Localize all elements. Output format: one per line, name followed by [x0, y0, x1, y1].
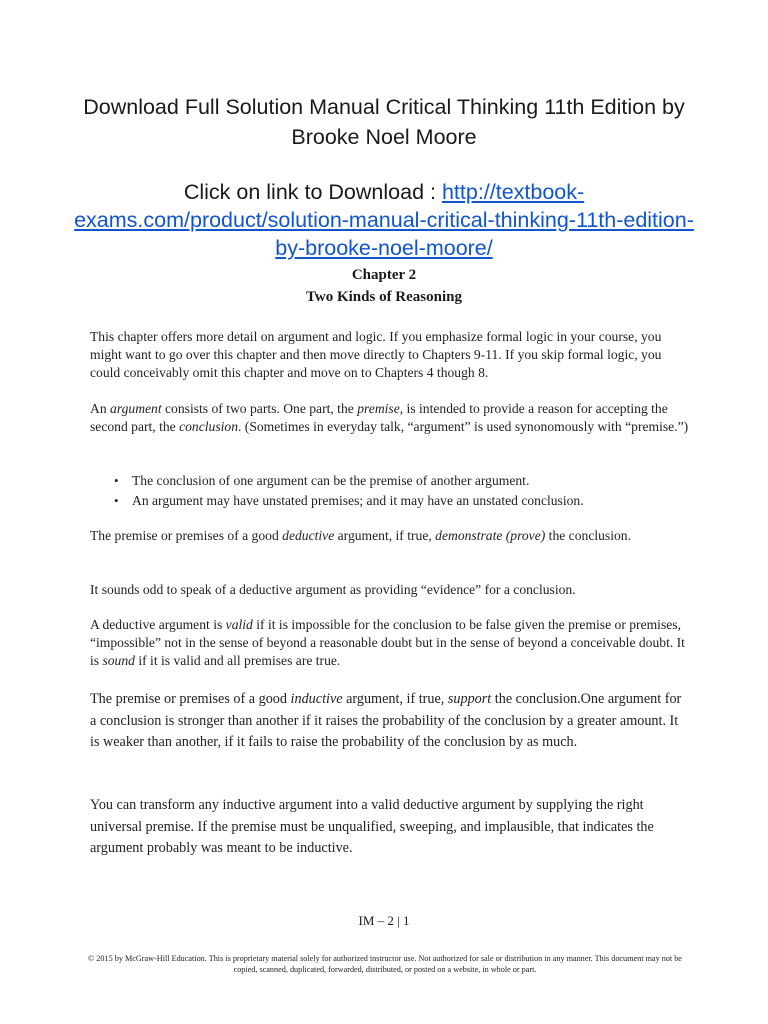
paragraph-transform: You can transform any inductive argument into a valid deductive argument by supplying the right universal premise. If the premise must be unqualified, sweeping, and implausible, that indicates the argument probably was meant to be inductive. — [90, 797, 654, 856]
paragraph-argument: An argument consists of two parts. One part, the premise, is intended to provide a reason for accepting the second part, the conclusion. (Sometimes in everyday talk, “argument” is used synonomously with “premise.”) — [90, 401, 689, 434]
click-to-download-label: Click on link to Download : — [183, 180, 442, 204]
paragraph-valid: A deductive argument is valid if it is impossible for the conclusion to be false given the premise or premises, “impossible” not in the sense of beyond a reasonable doubt but in the sense of beyond a conceivable doubt. It is sound if it is valid and all premises are true. — [90, 617, 685, 668]
list-item: • The conclusion of one argument can be the premise of another argument. — [90, 472, 690, 490]
chapter-heading — [60, 264, 708, 308]
download-title: Download Full Solution Manual Critical Thinking 11th Edition by Brooke Noel Moore — [83, 95, 685, 149]
bullet-list — [90, 472, 690, 512]
download-link-block — [60, 178, 708, 262]
paragraph-deductive: The premise or premises of a good deductive argument, if true, demonstrate (prove) the conclusion. — [90, 528, 631, 543]
page-number: IM – 2 | 1 — [358, 913, 410, 928]
download-link[interactable]: http://textbook-exams.com/product/solution-manual-critical-thinking-11th-edition-by-brooke-noel-moore/ — [74, 180, 694, 260]
list-item: • An argument may have unstated premises; and it may have an unstated conclusion. — [90, 492, 690, 510]
copyright-notice: © 2015 by McGraw-Hill Education. This is proprietary material solely for authorized instructor use. Not authorized for sale or distribution in any manner. This document may not be copied, scanned, duplicated, forwarded, distributed, or posted on a website, in whole or part. — [88, 954, 682, 974]
paragraph-intro: This chapter offers more detail on argument and logic. If you emphasize formal logic in your course, you might want to go over this chapter and then move directly to Chapters 9-11. If you skip formal logic, you could conceivably omit this chapter and move on to Chapters 4 though 8. — [90, 329, 662, 380]
chapter-title: Two Kinds of Reasoning — [305, 289, 462, 305]
chapter-number: Chapter 2 — [351, 267, 417, 283]
paragraph-inductive: The premise or premises of a good inductive argument, if true, support the conclusion.One argument for a conclusion is stronger than another if it raises the probability of the conclusion by a greater amount. It is weaker than another, if it fails to raise the probability of the conclusion by as much. — [90, 691, 682, 750]
paragraph-evidence: It sounds odd to speak of a deductive argument as providing “evidence” for a conclusion. — [90, 582, 576, 597]
